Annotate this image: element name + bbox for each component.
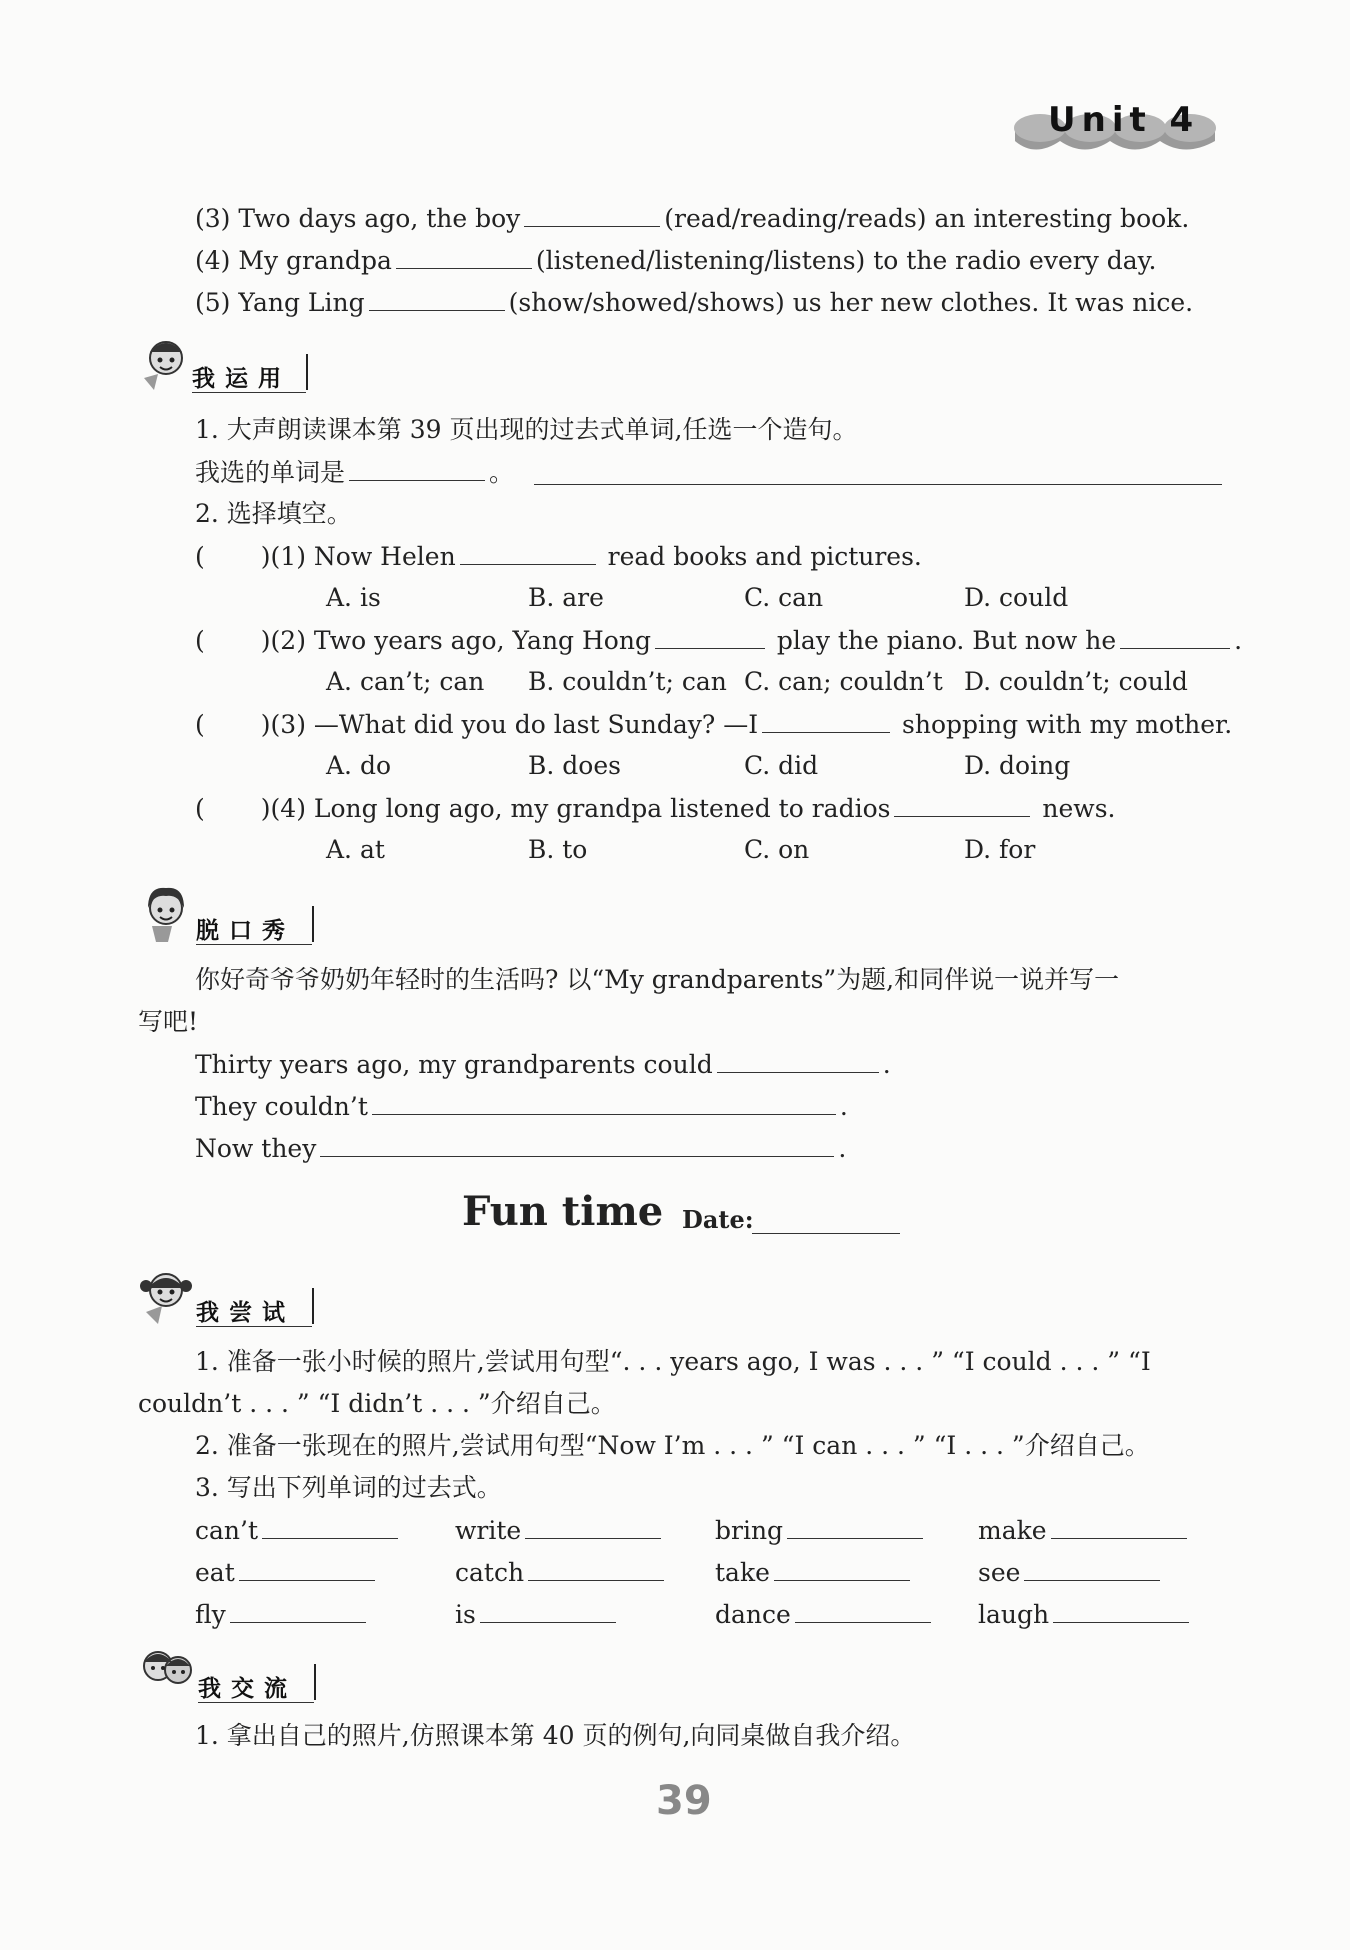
mc-item-1: ( )(1) Now Helen read books and pictures. <box>195 538 922 575</box>
word-eat: eat <box>195 1554 379 1591</box>
mc-2-option-d[interactable]: D. couldn’t; could <box>964 667 1188 696</box>
mc-4-option-b[interactable]: B. to <box>528 835 588 864</box>
answer-blank[interactable] <box>1053 1596 1189 1623</box>
fill-item-4: (4) My grandpa (listened/listening/listens) to the radio every day. <box>195 242 1156 279</box>
answer-blank[interactable] <box>795 1596 931 1623</box>
mc-1-option-d[interactable]: D. could <box>964 583 1069 612</box>
section-underline <box>198 1702 314 1703</box>
question-2: 2. 选择填空。 <box>195 499 352 528</box>
unit-title: Unit 4 <box>1048 100 1200 140</box>
question-1-answer: 我选的单词是 。 <box>195 454 514 491</box>
choice-blank[interactable] <box>209 623 257 649</box>
answer-blank[interactable] <box>372 1088 836 1115</box>
section-divider <box>306 354 308 390</box>
mc-2-option-c[interactable]: C. can; couldn’t <box>744 667 943 696</box>
mc-2-option-a[interactable]: A. can’t; can <box>326 667 485 696</box>
word-dance: dance <box>715 1596 935 1633</box>
answer-blank[interactable] <box>239 1554 375 1581</box>
answer-blank[interactable] <box>1120 622 1230 649</box>
mc-3-option-d[interactable]: D. doing <box>964 751 1071 780</box>
section-underline <box>196 944 312 945</box>
answer-blank[interactable] <box>320 1130 834 1157</box>
section-title-talk-show: 脱口秀 <box>196 918 295 944</box>
word-cantt: can’t <box>195 1512 402 1549</box>
mc-item-3: ( )(3) —What did you do last Sunday? —I shopping with my mother. <box>195 706 1232 743</box>
section-underline <box>192 392 306 393</box>
section-underline <box>196 1326 312 1327</box>
talk-intro-line2: 写吧! <box>138 1007 199 1036</box>
answer-blank[interactable] <box>528 1554 664 1581</box>
answer-blank[interactable] <box>480 1596 616 1623</box>
communicate-question-1: 1. 拿出自己的照片,仿照课本第 40 页的例句,向同桌做自我介绍。 <box>195 1721 916 1750</box>
answer-blank[interactable] <box>1024 1554 1160 1581</box>
answer-blank[interactable] <box>396 242 532 269</box>
mascot-boy-icon <box>138 334 192 394</box>
try-question-1b: couldn’t . . . ” “I didn’t . . . ”介绍自己。 <box>138 1389 616 1418</box>
answer-blank[interactable] <box>524 200 660 227</box>
answer-blank[interactable] <box>894 790 1030 817</box>
date-label: Date: <box>682 1205 754 1234</box>
mc-1-option-a[interactable]: A. is <box>326 583 381 612</box>
word-take: take <box>715 1554 914 1591</box>
talk-line-3: Now they . <box>195 1130 846 1167</box>
word-fly: fly <box>195 1596 370 1633</box>
answer-blank[interactable] <box>525 1512 661 1539</box>
answer-blank[interactable] <box>1051 1512 1187 1539</box>
talk-line-2: They couldn’t . <box>195 1088 848 1125</box>
mascot-pair-icon <box>138 1642 196 1702</box>
mc-item-4: ( )(4) Long long ago, my grandpa listened to radios news. <box>195 790 1115 827</box>
choice-blank[interactable] <box>209 791 257 817</box>
answer-blank[interactable] <box>230 1596 366 1623</box>
mc-3-option-c[interactable]: C. did <box>744 751 819 780</box>
fill-item-3: (3) Two days ago, the boy (read/reading/reads) an interesting book. <box>195 200 1189 237</box>
date-field[interactable] <box>752 1233 900 1234</box>
mc-1-option-c[interactable]: C. can <box>744 583 824 612</box>
answer-blank[interactable] <box>655 622 765 649</box>
mc-4-option-a[interactable]: A. at <box>326 835 385 864</box>
word-write: write <box>455 1512 665 1549</box>
mascot-girl-icon <box>138 884 192 944</box>
section-divider <box>312 1288 314 1324</box>
word-laugh: laugh <box>978 1596 1193 1633</box>
choice-blank[interactable] <box>209 539 257 565</box>
sentence-line[interactable] <box>534 484 1222 485</box>
word-make: make <box>978 1512 1191 1549</box>
mc-1-option-b[interactable]: B. are <box>528 583 604 612</box>
section-title-try: 我尝试 <box>196 1300 295 1326</box>
try-question-2: 2. 准备一张现在的照片,尝试用句型“Now I’m . . . ” “I can . . . ” “I . . . ”介绍自己。 <box>195 1431 1150 1460</box>
mc-3-option-a[interactable]: A. do <box>326 751 392 780</box>
answer-blank[interactable] <box>762 706 890 733</box>
try-question-1a: 1. 准备一张小时候的照片,尝试用句型“. . . years ago, I was . . . ” “I could . . . ” “I <box>195 1347 1151 1376</box>
answer-blank[interactable] <box>460 538 596 565</box>
mc-3-option-b[interactable]: B. does <box>528 751 621 780</box>
mc-item-2: ( )(2) Two years ago, Yang Hong play the piano. But now he . <box>195 622 1242 659</box>
word-is: is <box>455 1596 620 1633</box>
fun-time-title: Fun time <box>462 1188 664 1235</box>
word-catch: catch <box>455 1554 668 1591</box>
mascot-girl-pigtails-icon <box>138 1266 192 1326</box>
question-1: 1. 大声朗读课本第 39 页出现的过去式单词,任选一个造句。 <box>195 415 858 444</box>
try-question-3: 3. 写出下列单词的过去式。 <box>195 1473 502 1502</box>
word-blank[interactable] <box>349 454 485 481</box>
page-number: 39 <box>656 1778 712 1824</box>
mc-4-option-c[interactable]: C. on <box>744 835 810 864</box>
section-title-apply: 我运用 <box>192 366 291 392</box>
section-divider <box>314 1664 316 1700</box>
talk-intro-line1: 你好奇爷爷奶奶年轻时的生活吗? 以“My grandparents”为题,和同伴说一说并写一 <box>195 965 1120 994</box>
section-divider <box>312 906 314 942</box>
word-see: see <box>978 1554 1164 1591</box>
mc-4-option-d[interactable]: D. for <box>964 835 1036 864</box>
talk-line-1: Thirty years ago, my grandparents could . <box>195 1046 891 1083</box>
mc-2-option-b[interactable]: B. couldn’t; can <box>528 667 727 696</box>
answer-blank[interactable] <box>717 1046 879 1073</box>
answer-blank[interactable] <box>787 1512 923 1539</box>
word-bring: bring <box>715 1512 927 1549</box>
section-title-communicate: 我交流 <box>198 1676 297 1702</box>
answer-blank[interactable] <box>262 1512 398 1539</box>
answer-blank[interactable] <box>369 284 505 311</box>
fill-item-5: (5) Yang Ling (show/showed/shows) us her new clothes. It was nice. <box>195 284 1193 321</box>
answer-blank[interactable] <box>774 1554 910 1581</box>
choice-blank[interactable] <box>209 707 257 733</box>
